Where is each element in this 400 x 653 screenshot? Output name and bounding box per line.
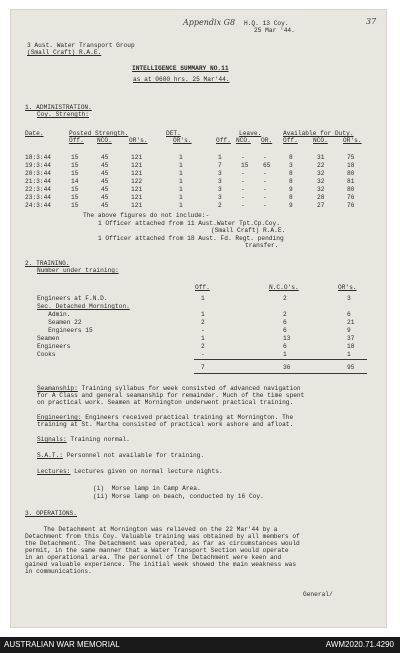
strength-cell-posted-nco: 45 [101, 162, 109, 169]
strength-cell-avail-nco: 28 [317, 194, 325, 201]
strength-cell-leave-nco: - [241, 194, 245, 201]
training-cell-ors: 9 [347, 327, 351, 334]
operations-line-2: Detachment from this Coy. Valuable training was obtained by all members of [25, 533, 300, 540]
strength-cell-leave-off: 3 [218, 194, 222, 201]
strength-cell-avail-ors: 80 [347, 186, 355, 193]
strength-cell-posted-nco: 45 [101, 202, 109, 209]
lecture-item-1: (i) Morse lamp in Camp Area. [93, 485, 201, 492]
strength-cell-date: 18:3:44 [25, 154, 51, 161]
note-exclusions: The above figures do not include:- [83, 212, 210, 219]
training-total-nco: 36 [283, 364, 291, 371]
strength-cell-avail-nco: 31 [317, 154, 325, 161]
strength-cell-leave-nco: - [241, 170, 245, 177]
strength-cell-det-ors: 1 [179, 178, 183, 185]
col-available: Available for Duty. [283, 130, 354, 137]
training-cell-off: - [201, 351, 205, 358]
strength-cell-posted-off: 15 [71, 162, 79, 169]
as-at-line: as at 0600 hrs. 25 Mar'44. [133, 76, 230, 83]
strength-cell-posted-off: 15 [71, 186, 79, 193]
sat-label: S.A.T.: [37, 452, 63, 459]
training-col-ors: OR's. [338, 284, 357, 291]
totals-rule-bottom [194, 373, 367, 374]
strength-cell-leave-or: - [263, 202, 267, 209]
section-operations-heading: 3. OPERATIONS. [25, 510, 77, 517]
operations-line-3: the Detachment. The Detachment was operated, as far as circumstances would [25, 540, 300, 547]
strength-cell-avail-off: 8 [289, 178, 293, 185]
training-cell-nco: 6 [283, 327, 287, 334]
archive-reference: AWM2020.71.4290 [325, 640, 394, 649]
strength-cell-avail-off: 8 [289, 170, 293, 177]
operations-line-1: The Detachment at Mornington was relieved on the 22 Mar'44 by a [25, 526, 278, 533]
operations-line-7: in communications. [25, 568, 92, 575]
sub-avail-nco: NCO. [313, 137, 328, 144]
archive-name: AUSTRALIAN WAR MEMORIAL [4, 640, 120, 649]
strength-cell-date: 23:3:44 [25, 194, 51, 201]
operations-line-6: gained valuable experience. The initial week showed the main weakness was [25, 561, 297, 568]
strength-cell-avail-off: 9 [289, 186, 293, 193]
strength-cell-posted-ors: 121 [131, 194, 143, 201]
sub-off: Off. [69, 137, 84, 144]
strength-cell-date: 21:3:44 [25, 178, 51, 185]
coy-strength-label: Coy. Strength: [37, 111, 89, 118]
strength-cell-leave-nco: 15 [241, 162, 249, 169]
archive-footer [0, 637, 400, 653]
strength-cell-leave-off: 1 [218, 154, 222, 161]
training-cell-label: Cooks [37, 351, 56, 358]
strength-cell-avail-nco: 22 [317, 162, 325, 169]
training-cell-off: 1 [201, 311, 205, 318]
strength-cell-leave-nco: - [241, 186, 245, 193]
strength-cell-leave-nco: - [241, 154, 245, 161]
strength-cell-posted-nco: 45 [101, 154, 109, 161]
strength-cell-posted-nco: 45 [101, 194, 109, 201]
strength-cell-det-ors: 1 [179, 194, 183, 201]
training-cell-nco: 6 [283, 343, 287, 350]
strength-cell-det-ors: 1 [179, 186, 183, 193]
strength-cell-posted-off: 15 [71, 202, 79, 209]
lectures-text: Lectures given on normal lecture nights. [70, 468, 223, 475]
lecture-item-2: (ii) Morse lamp on beach, conducted by 16 Coy. [93, 493, 264, 500]
strength-cell-det-ors: 1 [179, 154, 183, 161]
strength-cell-avail-off: 8 [289, 194, 293, 201]
seamanship-label: Seamanship: [37, 385, 78, 392]
training-total-ors: 95 [347, 364, 355, 371]
training-cell-ors: 1 [347, 351, 351, 358]
sub-avail-ors: OR's. [343, 137, 362, 144]
unit-subname: (Small Craft) R.A.E. [27, 49, 102, 56]
training-cell-nco: 1 [283, 351, 287, 358]
header-date: 25 Mar '44. [254, 27, 295, 34]
training-col-off: Off. [195, 284, 210, 291]
strength-cell-posted-ors: 122 [131, 178, 143, 185]
strength-cell-avail-nco: 27 [317, 202, 325, 209]
section-admin-heading: 1. ADMINISTRATION. [25, 104, 92, 111]
training-cell-off: 2 [201, 319, 205, 326]
strength-cell-leave-nco: - [241, 178, 245, 185]
sub-avail-off: Off. [283, 137, 298, 144]
training-cell-label: Engineers [37, 343, 71, 350]
training-cell-ors: 18 [347, 343, 355, 350]
strength-cell-avail-nco: 32 [317, 186, 325, 193]
strength-cell-posted-off: 15 [71, 154, 79, 161]
training-total-off: 7 [201, 364, 205, 371]
strength-cell-leave-off: 2 [218, 202, 222, 209]
strength-cell-avail-nco: 32 [317, 178, 325, 185]
seamanship-text-3: on practical work. Seamen at Mornington underwent practical training. [37, 399, 294, 406]
number-under-training-label: Number under training: [37, 267, 119, 274]
training-cell-label: Sec. Detached Mornington. [37, 303, 130, 310]
col-posted-strength: Posted Strength. [69, 130, 129, 137]
strength-cell-posted-off: 14 [71, 178, 79, 185]
totals-rule [194, 359, 367, 360]
strength-cell-avail-off: 9 [289, 202, 293, 209]
training-cell-label: Engineers at F.N.D. [37, 295, 108, 302]
strength-cell-date: 19:3:44 [25, 162, 51, 169]
training-cell-nco: 13 [283, 335, 291, 342]
training-col-nco: N.C.O's. [269, 284, 299, 291]
strength-cell-leave-or: 65 [263, 162, 271, 169]
handwritten-reference: Appendix G8 [183, 18, 236, 27]
page-number: 37 [366, 17, 377, 26]
sub-ors: OR's. [129, 137, 148, 144]
engineering-text-2: training at St. Martha consisted of practical work ashore and afloat. [37, 421, 294, 428]
training-cell-ors: 21 [347, 319, 355, 326]
sub-det-ors: OR's. [173, 137, 192, 144]
strength-cell-det-ors: 1 [179, 162, 183, 169]
strength-cell-avail-ors: 76 [347, 194, 355, 201]
strength-cell-leave-off: 7 [218, 162, 222, 169]
strength-cell-posted-ors: 121 [131, 170, 143, 177]
strength-cell-leave-nco: - [241, 202, 245, 209]
training-cell-nco: 2 [283, 311, 287, 318]
sub-nco: NCO. [97, 137, 112, 144]
signals-text: Training normal. [66, 436, 130, 443]
strength-cell-det-ors: 1 [179, 202, 183, 209]
training-cell-nco: 2 [283, 295, 287, 302]
col-date: Date. [25, 130, 44, 137]
sat-text: Personnel not available for training. [63, 452, 205, 459]
strength-cell-date: 20:3:44 [25, 170, 51, 177]
section-training-heading: 2. TRAINING. [25, 260, 70, 267]
operations-line-5: in an operational area. The personnel of the Detachment were keen and [25, 554, 282, 561]
engineering-label: Engineering: [37, 414, 82, 421]
operations-line-4: permit, in the same manner that a Water Transport Section would operate [25, 547, 289, 554]
strength-cell-leave-or: - [263, 186, 267, 193]
signals-label: Signals: [37, 436, 67, 443]
strength-cell-date: 24:3:44 [25, 202, 51, 209]
hq-label: H.Q. 13 Coy. [244, 20, 289, 27]
training-cell-off: 2 [201, 343, 205, 350]
strength-cell-det-ors: 1 [179, 170, 183, 177]
strength-cell-avail-off: 3 [289, 162, 293, 169]
lectures-label: Lectures: [37, 468, 71, 475]
strength-cell-posted-ors: 121 [131, 154, 143, 161]
strength-cell-avail-ors: 81 [347, 178, 355, 185]
training-cell-nco: 6 [283, 319, 287, 326]
strength-cell-leave-off: 3 [218, 170, 222, 177]
training-cell-label: Engineers 15 [37, 327, 93, 334]
training-cell-off: 1 [201, 335, 205, 342]
note-attached-1: 1 Officer attached from 11 Aust.Water Tpt.Cp.Coy. [98, 220, 280, 227]
training-cell-label: Admin. [37, 311, 71, 318]
document-page [10, 9, 387, 628]
strength-cell-avail-ors: 75 [347, 154, 355, 161]
engineering-text-1: Engineers received practical training at Mornington. The [81, 414, 294, 421]
training-cell-ors: 37 [347, 335, 355, 342]
strength-cell-leave-or: - [263, 170, 267, 177]
strength-cell-leave-off: 3 [218, 186, 222, 193]
strength-cell-date: 22:3:44 [25, 186, 51, 193]
strength-cell-posted-nco: 45 [101, 178, 109, 185]
unit-name: 3 Aust. Water Transport Group [27, 42, 135, 49]
strength-cell-leave-or: - [263, 194, 267, 201]
note-attached-1-unit: (Small Craft) R.A.E. [211, 227, 286, 234]
training-cell-label: Seamen 22 [37, 319, 82, 326]
note-attached-2: 1 Officer attached from 18 Aust. Fd. Regt. pending [98, 235, 284, 242]
seamanship-text-1: Training syllabus for week consisted of advanced navigation [77, 385, 301, 392]
strength-cell-posted-ors: 121 [131, 202, 143, 209]
note-attached-2-cont: transfer. [245, 242, 279, 249]
strength-cell-posted-nco: 45 [101, 186, 109, 193]
strength-cell-posted-off: 15 [71, 170, 79, 177]
col-leave: Leave. [239, 130, 262, 137]
strength-cell-leave-or: - [263, 178, 267, 185]
sub-leave-or: OR. [261, 137, 273, 144]
strength-cell-avail-nco: 32 [317, 170, 325, 177]
training-cell-off: - [201, 327, 205, 334]
training-cell-off: 1 [201, 295, 205, 302]
strength-cell-posted-ors: 121 [131, 162, 143, 169]
seamanship-text-2: for A Class and general seamanship for remainder. Much of the time spent [37, 392, 305, 399]
document-title: INTELLIGENCE SUMMARY NO.11 [132, 65, 229, 72]
continued-catchword: General/ [303, 591, 333, 598]
strength-cell-posted-off: 15 [71, 194, 79, 201]
sub-leave-off: Off. [216, 137, 231, 144]
col-det: DET. [166, 130, 181, 137]
training-cell-label: Seamen [37, 335, 60, 342]
sub-leave-nco: NCO. [236, 137, 251, 144]
training-cell-ors: 6 [347, 311, 351, 318]
strength-cell-leave-or: - [263, 154, 267, 161]
strength-cell-leave-off: 3 [218, 178, 222, 185]
strength-cell-avail-ors: 18 [347, 162, 355, 169]
training-cell-ors: 3 [347, 295, 351, 302]
strength-cell-avail-ors: 76 [347, 202, 355, 209]
strength-cell-posted-ors: 121 [131, 186, 143, 193]
strength-cell-posted-nco: 45 [101, 170, 109, 177]
strength-cell-avail-off: 8 [289, 154, 293, 161]
strength-cell-avail-ors: 80 [347, 170, 355, 177]
